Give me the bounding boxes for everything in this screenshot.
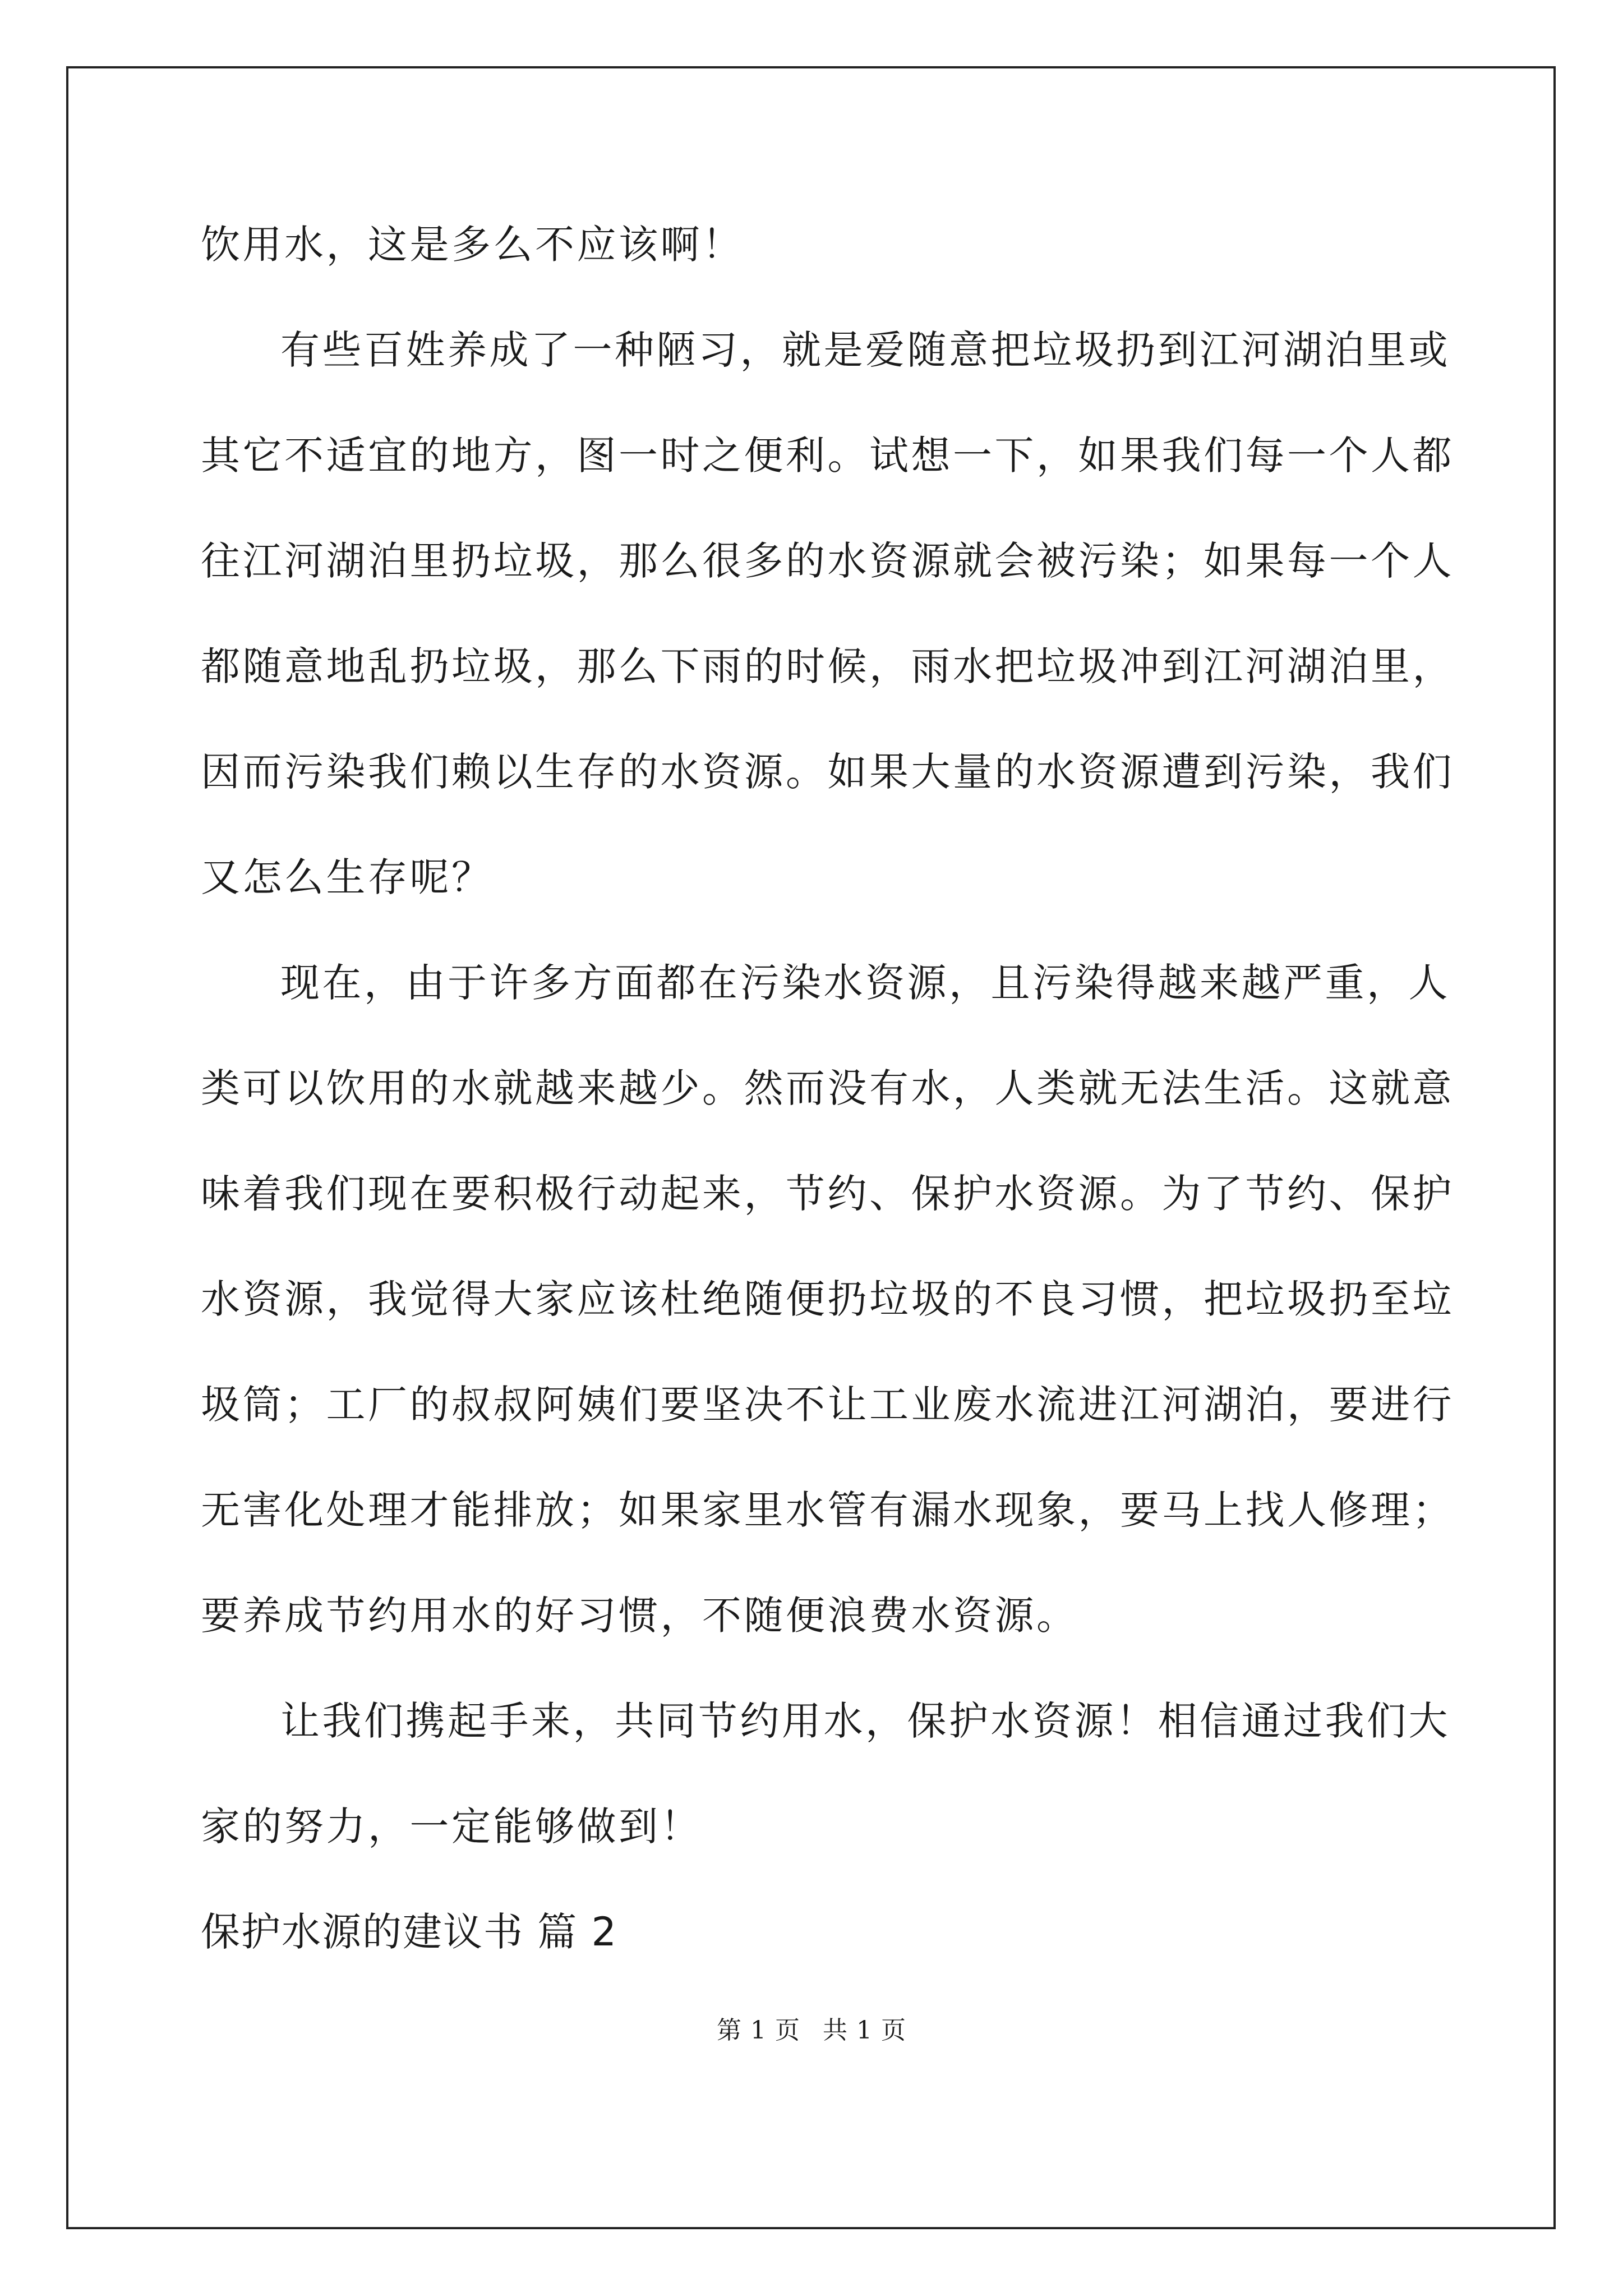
- text-line: 又怎么生存呢？: [201, 854, 494, 900]
- text-line: 都随意地乱扔垃圾，那么下雨的时候，雨水把垃圾冲到江河湖泊里，: [201, 643, 1454, 689]
- text-line: 其它不适宜的地方，图一时之便利。试想一下，如果我们每一个人都: [201, 432, 1454, 478]
- page-border: [66, 66, 1556, 2229]
- text-line: 类可以饮用的水就越来越少。然而没有水，人类就无法生活。这就意: [201, 1065, 1454, 1111]
- text-line: 无害化处理才能排放；如果家里水管有漏水现象，要马上找人修理；: [201, 1487, 1454, 1533]
- text-line: 水资源，我觉得大家应该杜绝随便扔垃圾的不良习惯，把垃圾扔至垃: [201, 1276, 1454, 1322]
- paragraph-start-line: 让我们携起手来，共同节约用水，保护水资源！相信通过我们大: [280, 1698, 1450, 1744]
- page-number-current: 第 1 页: [717, 2016, 800, 2045]
- page-footer: [0, 2014, 1623, 2047]
- paragraph-start-line: 有些百姓养成了一种陋习，就是爱随意把垃圾扔到江河湖泊里或: [280, 327, 1450, 373]
- text-line: 饮用水，这是多么不应该啊！: [201, 222, 744, 268]
- text-line: 因而污染我们赖以生存的水资源。如果大量的水资源遭到污染，我们: [201, 749, 1454, 795]
- text-line: 家的努力，一定能够做到！: [201, 1803, 702, 1849]
- page-number-total: 共 1 页: [823, 2016, 906, 2045]
- text-line: 要养成节约用水的好习惯，不随便浪费水资源。: [201, 1593, 1078, 1639]
- text-line: 圾筒；工厂的叔叔阿姨们要坚决不让工业废水流进江河湖泊，要进行: [201, 1382, 1454, 1428]
- paragraph-start-line: 现在，由于许多方面都在污染水资源，且污染得越来越严重，人: [280, 960, 1450, 1006]
- text-line: 往江河湖泊里扔垃圾，那么很多的水资源就会被污染；如果每一个人: [201, 538, 1454, 584]
- text-line: 味着我们现在要积极行动起来，节约、保护水资源。为了节约、保护: [201, 1171, 1454, 1217]
- section-heading: 保护水源的建议书 篇 2: [201, 1909, 618, 1955]
